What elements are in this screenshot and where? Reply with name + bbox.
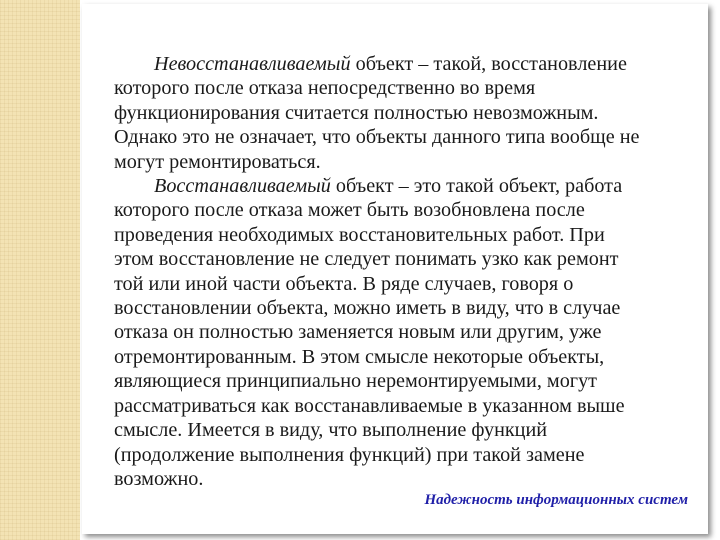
paragraph-non-repairable-text: объект – такой, восстановление которого после отказа непосредственно во время функционирования считается полностью невозможным. Однако это не означает, что объекты данного типа вообще не могут ремонтироваться. — [114, 53, 640, 173]
term-repairable: Восстанавливаемый — [154, 175, 331, 198]
slide-body-text — [114, 52, 644, 491]
decorative-side-strip — [0, 0, 80, 540]
paragraph-non-repairable — [114, 52, 644, 174]
paragraph-repairable-text: объект – это такой объект, работа которого после отказа может быть возобновлена после проведения необходимых восстановительных работ. При этом восстановление не следует понимать узко как ремонт той или иной части объекта. В ряде случаев, говоря о восстановлении объекта, можно иметь в виду, что в случае отказа он полностью заменяется новым или другим, уже отремонтированным. В этом смысле некоторые объекты, являющиеся принципиально неремонтируемыми, могут рассматриваться как восстанавливаемые в указанном выше смысле. Имеется в виду, что выполнение функций (продолжение выполнения функций) при такой замене возможно. — [114, 175, 625, 490]
footer-title: Надежность информационных систем — [424, 492, 688, 508]
term-non-repairable: Невосстанавливаемый — [154, 53, 351, 75]
paragraph-repairable — [114, 174, 644, 491]
